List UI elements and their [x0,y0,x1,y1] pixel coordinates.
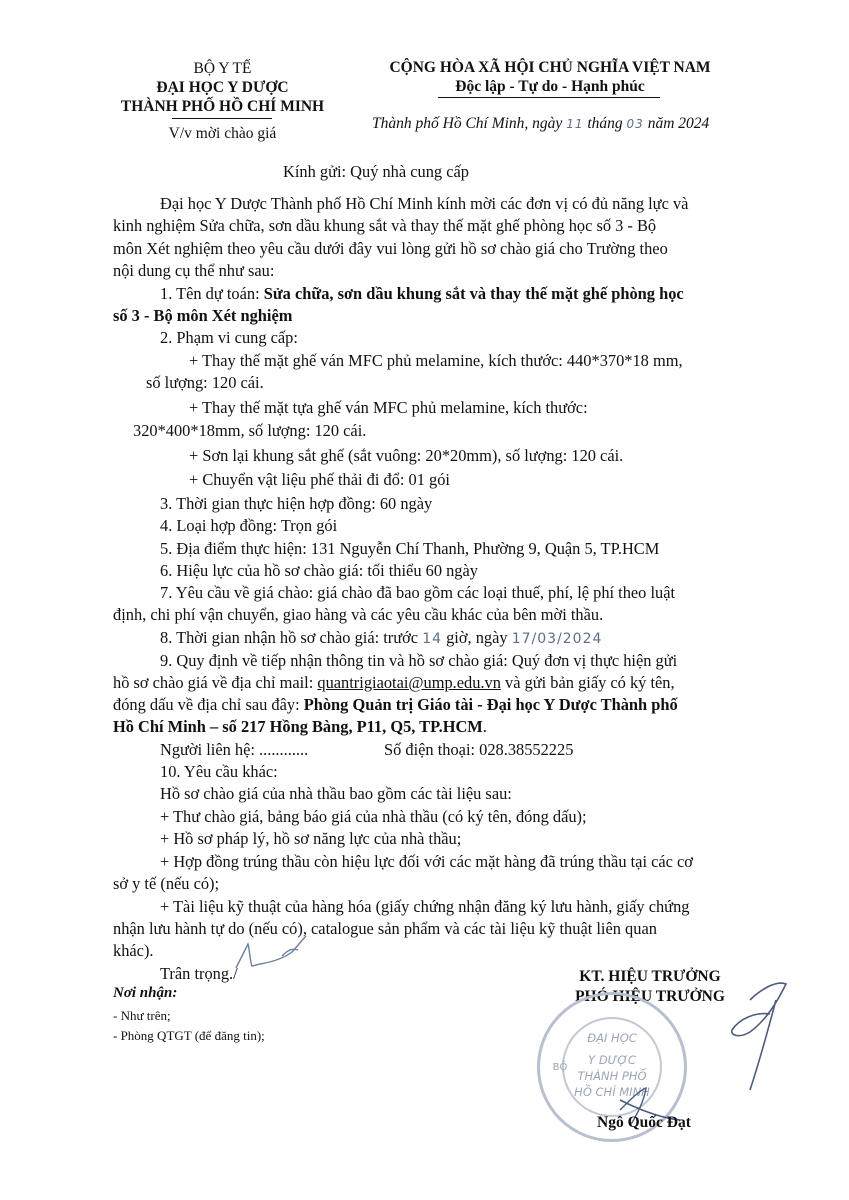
intro-line: Đại học Y Dược Thành phố Hồ Chí Minh kính mời các đơn vị có đủ năng lực và [160,194,689,213]
item-1-name-continued: số 3 - Bộ môn Xét nghiệm [113,306,293,325]
item-6: 6. Hiệu lực của hồ sơ chào giá: tối thiểu 60 ngày [160,561,478,580]
intro-line: môn Xét nghiệm theo yêu cầu dưới đây vui lòng gửi hồ sơ chào giá cho Trường theo [113,239,668,258]
intro-line: kinh nghiệm Sửa chữa, sơn dầu khung sắt và thay thế mặt ghế phòng học số 3 - Bộ [113,216,657,235]
item-2-line: số lượng: 120 cái. [146,373,264,392]
document-date [372,114,709,134]
item-10-line: + Hợp đồng trúng thầu còn hiệu lực đối với các mặt hàng đã trúng thầu tại các cơ [160,852,693,871]
item-2-label: 2. Phạm vi cung cấp: [160,328,298,347]
university-name-line1: ĐẠI HỌC Y DƯỢC [156,79,289,96]
seal-side-text: BỘ [552,1062,568,1073]
item-10-line: Hồ sơ chào giá của nhà thầu bao gồm các tài liệu sau: [160,784,512,803]
date-day-handwritten: 11 [566,117,584,131]
item-10-label: 10. Yêu cầu khác: [160,762,278,781]
item-2-line: + Thay thế mặt tựa ghế ván MFC phủ melamine, kích thước: [189,398,588,417]
seal-text: HỒ CHÍ MINH [574,1085,650,1099]
item-8-hour-handwritten: 14 [422,631,443,647]
recipients-title: Nơi nhận: [113,985,178,1001]
item-9-email-suffix: và gửi bản giấy có ký tên, [500,673,675,692]
item-7-line: định, chi phí vận chuyển, giao hàng và các yêu cầu khác của bên mời thầu. [113,605,604,624]
salutation: Kính gửi: Quý nhà cung cấp [283,162,469,181]
contact-person: Người liên hệ: ............ [160,740,309,759]
signer-title-1: KT. HIỆU TRƯỞNG [579,968,721,985]
item-9-address-line-2 [113,717,487,737]
item-9-address-suffix: . [482,717,487,736]
item-10-line: + Hồ sơ pháp lý, hồ sơ năng lực của nhà thầu; [160,829,462,848]
signer-name: Ngô Quốc Đạt [597,1114,691,1131]
document-subject: V/v mời chào giá [168,125,277,142]
item-10-line: + Thư chào giá, bảng báo giá của nhà thầu (có ký tên, đóng dấu); [160,807,587,826]
item-9-address-bold-2: Hồ Chí Minh – số 217 Hồng Bàng, P11, Q5, TP.HCM [113,717,483,736]
item-4: 4. Loại hợp đồng: Trọn gói [160,516,338,535]
date-year: năm 2024 [647,115,710,132]
date-month-handwritten: 03 [626,117,644,131]
item-2-line: 320*400*18mm, số lượng: 120 cái. [133,421,367,440]
signer-title-2: PHÓ HIỆU TRƯỞNG [575,988,725,1005]
item-9-address-bold: Phòng Quản trị Giáo tài - Đại học Y Dược Thành phố [303,695,678,714]
item-7-line: 7. Yêu cầu về giá chào: giá chào đã bao gồm các loại thuế, phí, lệ phí theo luật [160,583,676,602]
item-1-title [160,284,684,304]
date-month-word: tháng [587,115,623,132]
item-10-line: sở y tế (nếu có); [113,874,220,893]
item-10-line: + Tài liệu kỹ thuật của hàng hóa (giấy chứng nhận đăng ký lưu hành, giấy chứng [160,897,690,916]
university-name-line2: THÀNH PHỐ HỒ CHÍ MINH [120,98,325,115]
header-left-rule [172,118,272,119]
item-2-line: + Sơn lại khung sắt ghế (sắt vuông: 20*20mm), số lượng: 120 cái. [189,446,624,465]
item-10-line: khác). [113,941,154,960]
date-prefix: Thành phố Hồ Chí Minh, ngày [372,115,563,132]
contact-email-link[interactable]: quantrigiaotai@ump.edu.vn [317,673,501,692]
seal-text: Y DƯỢC [588,1053,636,1067]
item-3: 3. Thời gian thực hiện hợp đồng: 60 ngày [160,494,433,513]
item-9-email-prefix: hồ sơ chào giá về địa chỉ mail: [113,673,318,692]
item-2-line: + Chuyển vật liệu phế thải đi đổ: 01 gói [189,470,450,489]
item-8-date-handwritten: 17/03/2024 [511,631,603,647]
item-8 [160,628,602,649]
item-9-email-line [113,673,675,693]
seal-text: THÀNH PHỐ [577,1069,647,1083]
item-1-label: 1. Tên dự toán: [160,284,264,303]
initials-scribble [232,928,312,978]
recipient-item: - Phòng QTGT (để đăng tin); [113,1028,265,1043]
item-8-prefix: 8. Thời gian nhận hồ sơ chào giá: trước [160,628,423,647]
item-9-address-prefix: đóng dấu về địa chỉ sau đây: [113,695,304,714]
intro-line: nội dung cụ thể như sau: [113,261,275,280]
national-motto: Độc lập - Tự do - Hạnh phúc [455,78,645,95]
nation-title: CỘNG HÒA XÃ HỘI CHỦ NGHĨA VIỆT NAM [389,59,711,76]
item-8-mid: giờ, ngày [442,628,512,647]
item-1-name: Sửa chữa, sơn dầu khung sắt và thay thế mặt ghế phòng học [263,284,684,303]
ministry-name: BỘ Y TẾ [193,60,252,77]
header-right-rule [438,97,660,98]
contact-phone: Số điện thoại: 028.38552225 [384,740,574,759]
item-9-line: 9. Quy định về tiếp nhận thông tin và hồ sơ chào giá: Quý đơn vị thực hiện gửi [160,651,678,670]
item-2-line: + Thay thế mặt ghế ván MFC phủ melamine, kích thước: 440*370*18 mm, [189,351,683,370]
seal-text: ĐẠI HỌC [587,1031,637,1045]
item-5: 5. Địa điểm thực hiện: 131 Nguyễn Chí Thanh, Phường 9, Quận 5, TP.HCM [160,539,660,558]
recipient-item: - Như trên; [113,1008,171,1023]
item-10-line: nhận lưu hành tự do (nếu có), catalogue sản phẩm và các tài liệu kỹ thuật liên quan [113,919,657,938]
item-9-address-line [113,695,678,715]
closing-remark: Trân trọng./ [160,964,238,983]
signature-scribble [600,960,800,1130]
